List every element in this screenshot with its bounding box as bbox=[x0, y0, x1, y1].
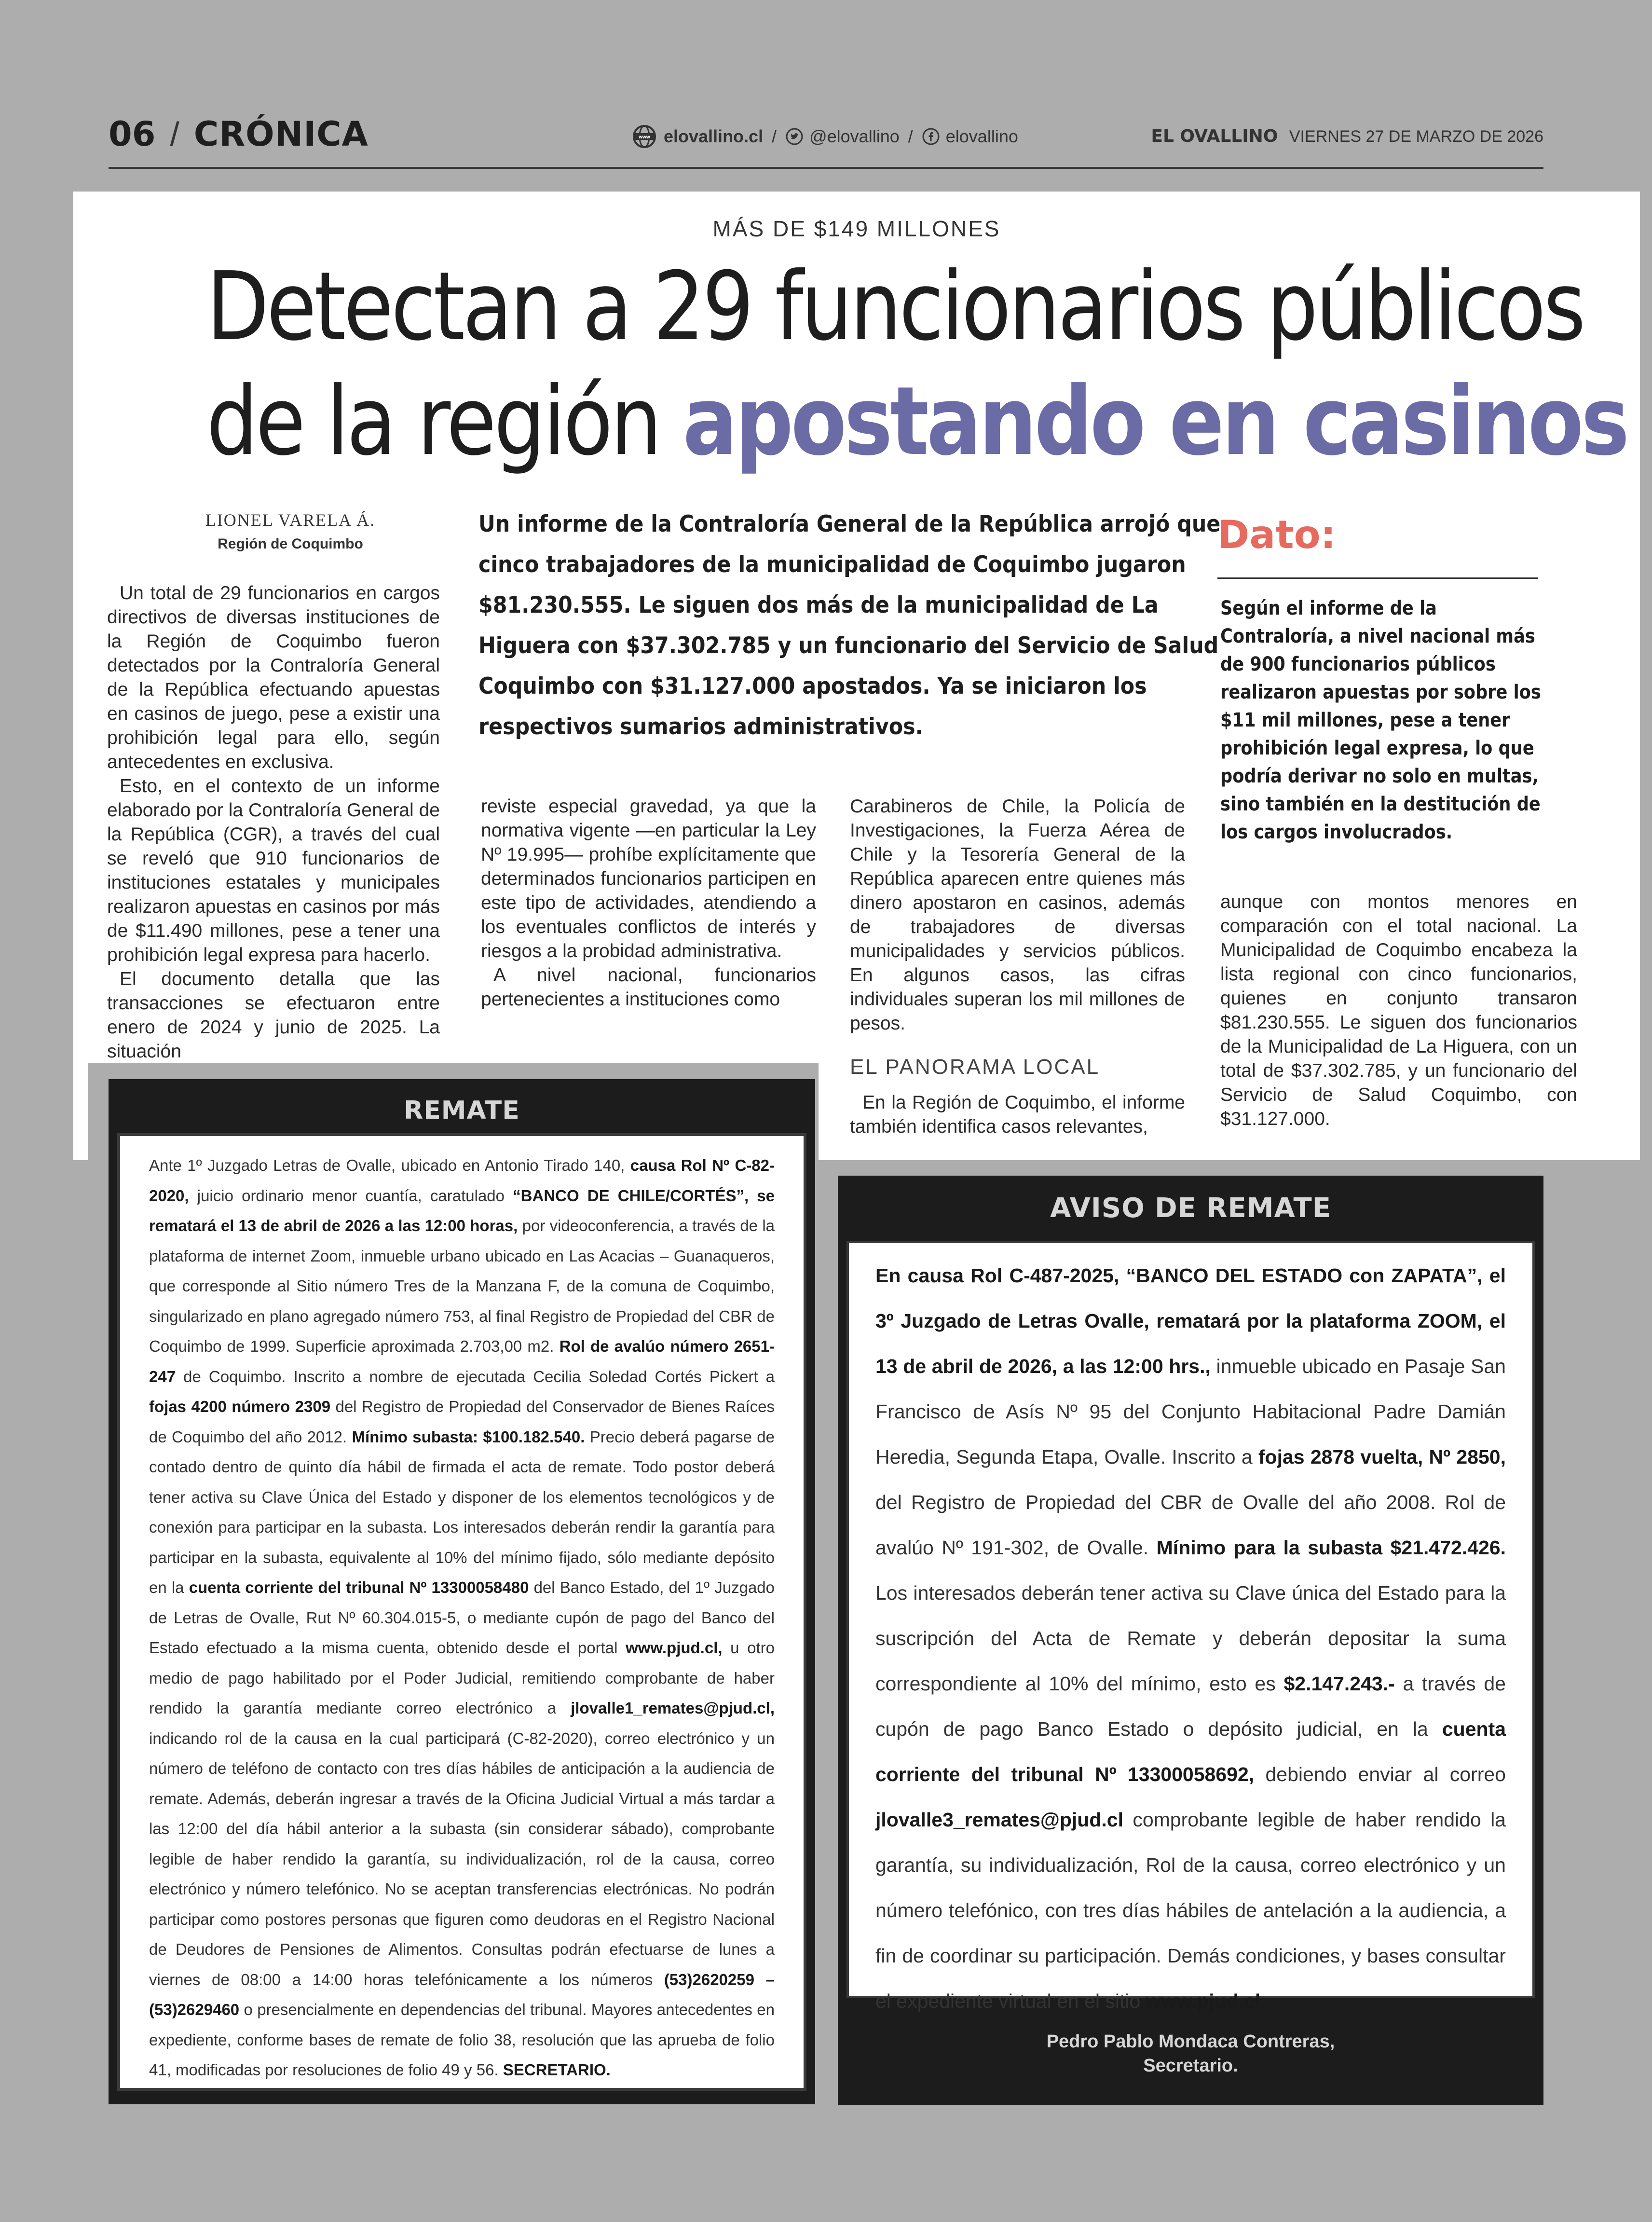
page-header bbox=[109, 109, 1543, 169]
issue-date: VIERNES 27 DE MARZO DE 2026 bbox=[1289, 127, 1543, 146]
dato-title: Dato: bbox=[1217, 512, 1336, 557]
article-kicker: MÁS DE $149 MILLONES bbox=[712, 216, 1001, 241]
aviso-text: del Registro de Propiedad del CBR de Ovalle del año 2008. Rol de avalúo Nº 191-302, de Ovalle. bbox=[875, 1491, 1506, 1559]
remate-title: REMATE bbox=[404, 1096, 520, 1125]
dato-divider bbox=[1217, 577, 1538, 579]
newspaper-brand: EL OVALLINO bbox=[1151, 126, 1278, 146]
article-headline bbox=[206, 249, 1627, 479]
aviso-text: a través de cupón de pago Banco Estado o depósito judicial, en la bbox=[875, 1673, 1506, 1740]
twitter-handle[interactable]: @elovallino bbox=[809, 126, 900, 146]
byline-author: LIONEL VARELA Á. bbox=[205, 510, 376, 530]
paragraph: reviste especial gravedad, ya que la normativa vigente —en particular la Ley Nº 19.995— prohíbe explícitamente que determinados funcionarios participen en este tipo de actividades, atendiendo a los eventuales conflictos de interés y riesgos a la probidad administrativa. bbox=[481, 796, 816, 961]
paragraph: El documento detalla que las transacciones se efectuaron entre enero de 2024 y junio de 2025. La situación bbox=[107, 969, 440, 1062]
aviso-bold: En causa Rol C-487-2025, “BANCO DEL ESTADO con ZAPATA”, el 3º Juzgado de Letras Ovalle, rematará por la plataforma ZOOM, el 13 de abril de 2026, a las 12:00 hrs., bbox=[875, 1264, 1506, 1377]
remate-text: indicando rol de la causa en la cual participará (C-82-2020), correo electrónico y un número de teléfono de contacto con tres días hábiles de anticipación a la audiencia de remate. Además, deberán ingresar a través de la Oficina Judicial Virtual a más tardar a las 12:00 del día hábil anterior a la subasta (sin considerar sábado), comprobante legible de haber rendido la garantía, su individualización, rol de la causa, correo electrónico y número telefónico. No se aceptan transferencias electrónicas. No podrán participar como postores personas que figuren como deudoras en el Registro Nacional de Deudores de Pensiones de Alimentos. Consultas podrán efectuarse de lunes a viernes de 08:00 a 14:00 horas telefónicamente a los números bbox=[149, 1729, 775, 1989]
remate-bold: fojas 4200 número 2309 bbox=[149, 1398, 331, 1415]
remate-text: o presencialmente en dependencias del tribunal. Mayores antecedentes en expediente, conforme bases de remate de folio 38, resolución que las aprueba de folio 41, modificadas por resoluciones de folio 49 y 56. bbox=[149, 2001, 775, 2079]
remate-bold: Rol de avalúo número 2651-247 bbox=[149, 1337, 775, 1385]
paragraph: aunque con montos menores en comparación con el total nacional. La Municipalidad de Coquimbo encabeza la lista regional con cinco funcionarios, quienes en conjunto transaron $81.230.555. Le siguen dos funcionarios de la Municipalidad de La Higuera, con un total de $37.302.785, y un funcionario del Servicio de Salud Coquimbo, con $31.127.000. bbox=[1220, 892, 1577, 1129]
article-column-1 bbox=[107, 581, 440, 1064]
aviso-text: debiendo enviar al correo bbox=[1254, 1763, 1506, 1785]
aviso-remate-notice bbox=[838, 1176, 1543, 2105]
remate-notice bbox=[109, 1079, 815, 2104]
twitter-icon bbox=[785, 127, 804, 146]
aviso-text: inmueble ubicado en Pasaje San Francisco de Asís Nº 95 del Conjunto Habitacional Padre Damián Heredia, Segunda Etapa, Ovalle. Inscrito a bbox=[875, 1355, 1506, 1468]
byline-region: Región de Coquimbo bbox=[218, 536, 363, 552]
header-separator-2: / bbox=[908, 126, 913, 146]
remate-bold: SECRETARIO. bbox=[503, 2061, 611, 2079]
aviso-bold: fojas 2878 vuelta, Nº 2850, bbox=[1258, 1446, 1506, 1468]
page-slash: / bbox=[170, 115, 179, 153]
remate-body bbox=[117, 1133, 806, 2091]
social-links bbox=[632, 122, 1018, 151]
remate-text: u otro medio de pago habilitado por el Poder Judicial, remitiendo comprobante de haber rendido la garantía mediante correo electrónico a bbox=[149, 1639, 775, 1717]
page-number: 06 bbox=[109, 114, 156, 154]
paragraph: Esto, en el contexto de un informe elaborado por la Contraloría General de la República (CGR), a través del cual se reveló que 910 funcionarios de instituciones estatales y municipales realizaron apuestas en casinos por más de $11.490 millones, pese a tener una prohibición legal expresa para hacerlo. bbox=[107, 776, 440, 965]
paragraph: Carabineros de Chile, la Policía de Investigaciones, la Fuerza Aérea de Chile y la Tesorería General de la República aparecen entre quienes más dinero apostaron en casinos, además de trabajadores de diversas municipalidades y servicios públicos. En algunos casos, las cifras individuales superan los mil millones de pesos. bbox=[850, 796, 1185, 1034]
article-lead: Un informe de la Contraloría General de la República arrojó que cinco trabajadores de la municipalidad de Coquimbo jugaron $81.230.555. Le siguen dos más de la municipalidad de La Higuera con $37.302.785 y un funcionario del Servicio de Salud Coquimbo con $31.127.000 apostados. Ya se iniciaron los respectivos sumarios administrativos. bbox=[478, 511, 1221, 740]
svg-text:www: www bbox=[639, 135, 650, 140]
section-name: CRÓNICA bbox=[193, 114, 369, 154]
headline-line-2 bbox=[206, 364, 1627, 479]
remate-bold: www.pjud.cl, bbox=[626, 1639, 723, 1657]
dato-text: Según el informe de la Contraloría, a nivel nacional más de 900 funcionarios públicos realizaron apuestas por sobre los $11 mil millones, pese a tener prohibición legal expresa, lo que podría derivar no solo en multas, sino también en la destitución de los cargos involucrados. bbox=[1220, 597, 1541, 843]
byline bbox=[184, 510, 396, 552]
headline-line-1: Detectan a 29 funcionarios públicos bbox=[206, 252, 1584, 362]
facebook-handle[interactable]: elovallino bbox=[945, 126, 1018, 146]
remate-bold: causa Rol Nº C-82-2020, bbox=[149, 1156, 775, 1205]
remate-text: del Banco Estado, del 1º Juzgado de Letras de Ovalle, Rut Nº 60.304.015-5, o mediante cupón de pago del Banco del Estado efectuado a la misma cuenta, obtenido desde el portal bbox=[149, 1578, 775, 1657]
remate-bold: Mínimo subasta: $100.182.540. bbox=[352, 1427, 585, 1446]
aviso-title: AVISO DE REMATE bbox=[1050, 1193, 1331, 1224]
remate-text: Precio deberá pagarse de contado dentro de quinto día hábil de firmada el acta de remate. Todo postor deberá tener activa su Clave Única del Estado y disponer de los elementos tecnológicos y de conexión para participar en la subasta. Los interesados deberán rendir la garantía para participar en la subasta, equivalente al 10% del mínimo fijado, sólo mediante depósito en la bbox=[149, 1427, 775, 1596]
section-subhead: EL PANORAMA LOCAL bbox=[850, 1055, 1100, 1079]
aviso-bold: www.pjud.cl. bbox=[1146, 1990, 1266, 2012]
masthead-date bbox=[1151, 122, 1543, 151]
remate-bold: jlovalle1_remates@pjud.cl, bbox=[571, 1699, 775, 1717]
paragraph: A nivel nacional, funcionarios pertenecientes a instituciones como bbox=[481, 965, 816, 1010]
remate-bold: “BANCO DE CHILE/CORTÉS”, se rematará el 13 de abril de 2026 a las 12:00 horas, bbox=[149, 1186, 775, 1234]
remate-text: del Registro de Propiedad del Conservador de Bienes Raíces de Coquimbo del año 2012. bbox=[149, 1398, 775, 1446]
article-column-4 bbox=[1220, 890, 1577, 1131]
aviso-bold: Mínimo para la subasta $21.472.426. bbox=[1156, 1536, 1506, 1559]
aviso-body bbox=[846, 1241, 1535, 2012]
header-separator: / bbox=[772, 126, 777, 146]
remate-bold: cuenta corriente del tribunal Nº 13300058480 bbox=[189, 1578, 529, 1596]
article-column-2 bbox=[481, 795, 816, 1012]
signature-name: Pedro Pablo Mondaca Contreras, bbox=[1046, 2031, 1335, 2052]
aviso-bold: jlovalle3_remates@pjud.cl bbox=[875, 1809, 1123, 1831]
signature-role: Secretario. bbox=[1143, 2056, 1238, 2076]
aviso-text: comprobante legible de haber rendido la garantía, su individualización, Rol de la causa, correo electrónico y un número telefónico, con tres días hábiles de antelación a la audiencia, a fin de coordinar su participación. Demás condiciones, y bases consultar el expediente virtual en el sitio bbox=[875, 1809, 1506, 2012]
paragraph: Un total de 29 funcionarios en cargos directivos de diversas instituciones de la Región de Coquimbo fueron detectados por la Contraloría General de la República efectuando apuestas en casinos de juego, pese a existir una prohibición legal para ello, según antecedentes en exclusiva. bbox=[107, 583, 440, 772]
www-globe-icon bbox=[632, 124, 657, 149]
paragraph: En la Región de Coquimbo, el informe también identifica casos relevantes, bbox=[850, 1092, 1185, 1137]
page-section-label bbox=[109, 112, 369, 156]
article-column-3 bbox=[850, 795, 1185, 1139]
headline-line-2-plain: de la región bbox=[206, 367, 683, 477]
remate-bold: (53)2620259 – (53)2629460 bbox=[149, 1970, 775, 2018]
remate-text: de Coquimbo. Inscrito a nombre de ejecutada Cecilia Soledad Cortés Pickert a bbox=[176, 1367, 775, 1385]
aviso-text: Los interesados deberán tener activa su Clave única del Estado para la suscripción del Acta de Remate y deberán depositar la suma correspondiente al 10% del mínimo, esto es bbox=[875, 1582, 1506, 1695]
website-link[interactable]: elovallino.cl bbox=[664, 126, 764, 146]
aviso-bold: cuenta corriente del tribunal Nº 13300058692, bbox=[875, 1718, 1506, 1785]
remate-text: Ante 1º Juzgado Letras de Ovalle, ubicado en Antonio Tirado 140, bbox=[149, 1156, 630, 1174]
aviso-bold: $2.147.243.- bbox=[1283, 1673, 1395, 1695]
remate-text: por videoconferencia, a través de la plataforma de internet Zoom, inmueble urbano ubicado en Las Acacias – Guanaqueros, que corresponde al Sitio número Tres de la Manzana F, de la comuna de Coquimbo, singularizado en plano agregado número 753, al final Registro de Propiedad del CBR de Coquimbo de 1999. Superficie aproximada 2.703,00 m2. bbox=[149, 1217, 775, 1355]
article-card bbox=[73, 192, 1640, 1160]
headline-accent: apostando en casinos bbox=[683, 367, 1627, 477]
remate-text: juicio ordinario menor cuantía, caratulado bbox=[189, 1186, 513, 1205]
facebook-icon bbox=[922, 127, 940, 146]
